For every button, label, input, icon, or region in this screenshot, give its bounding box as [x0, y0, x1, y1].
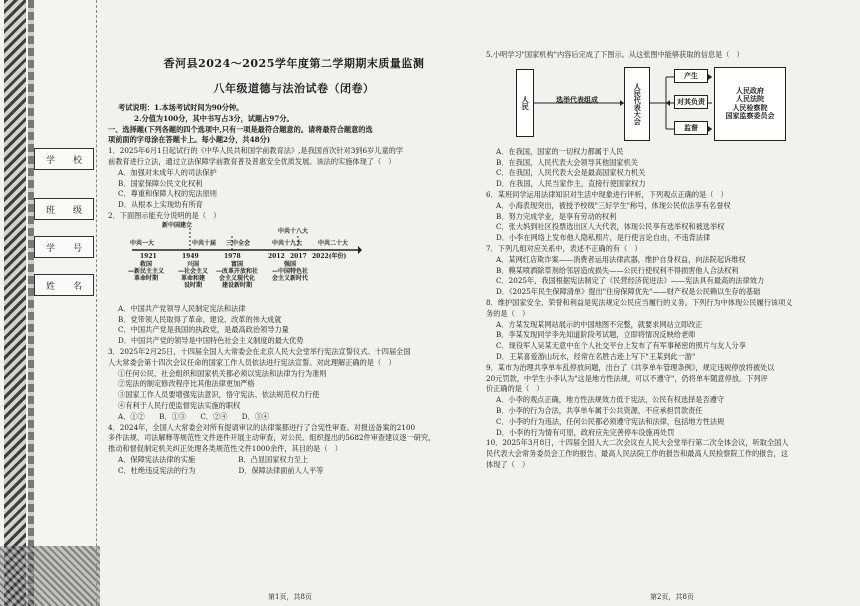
class-field: 班 级 [34, 198, 94, 220]
responsible-label: 对其负责 [674, 95, 708, 109]
page-1 [108, 0, 480, 606]
text-line: A．小李的观点正确，地方性法规效力低于宪法，公民有权选择是否遵守 [496, 395, 725, 405]
name-field: 姓 名 [34, 274, 94, 296]
text-line: ②宪法的制定修改程序比其他法律更加严格 [118, 379, 255, 389]
text-line: D．从根本上实现幼有所育 [118, 200, 203, 210]
text-line: C．张大妈到社区投票选出区人大代表，体现公民享有选举权和被选举权 [496, 222, 725, 232]
text-line: A．加强对未成年人的司法保护 [118, 167, 217, 177]
text-line: B．努力完成学业，是享有劳动的权利 [496, 211, 617, 221]
text-line: 人大常委会第十四次会议任命的国家工作人员依法进行宪法宣誓。对此理解正确的是（ ） [108, 357, 396, 367]
binding-perforation [28, 0, 34, 606]
text-line: 前教育进行立法，通过立法保障学前教育普及普惠安全优质发展。该法的实施体现了（ ） [108, 156, 396, 166]
timeline-event-label: 中共十届 [192, 239, 217, 247]
state-organs-diagram [516, 63, 836, 145]
text-line: A．某网红店欺诈案——消费者运用法律武器，维护自身权益，向法院起诉维权 [496, 254, 746, 264]
timeline-period: 富国 —改革开放和社 会主义现代化 建设新时期 [216, 260, 259, 290]
questions-block-2 [108, 304, 480, 477]
text-line: D．《2025年民生保障清单》提出"住房保障优先"——财产权是公民赖以生存的基础 [496, 287, 761, 297]
timeline-top-label: 新中国建立 [162, 221, 193, 229]
text-line: 项前面的字母涂在答题卡上。每小题2分，共48分) [108, 135, 271, 145]
timeline-year: 2017 [290, 252, 307, 260]
npc-box: 人民代表大会 [624, 67, 650, 141]
text-line: B．李某发现同学李先知道阶段考试题，立即将情况反映给老师 [496, 330, 696, 340]
text-line: 体现了（ ） [486, 459, 530, 469]
text-line: 考试说明：1.本场考试时间为90分钟。 [118, 103, 244, 112]
school-field: 学 校 [34, 148, 94, 170]
text-line: 9．某市为治理共享单车乱停放问题，出台了《共享单车管理条例》，规定违规停放将被处以 [486, 362, 775, 372]
exam-subtitle: 八年级道德与法治试卷（闭卷） [213, 81, 375, 95]
text-line: A．方某发现某网站展示的中国地图不完整，就要求网站立即改正 [496, 319, 703, 329]
text-line: C．2025年，我国根据宪法制定了《民营经济促进法》——宪法具有最高的法律效力 [496, 276, 765, 286]
text-line: C．现役军人吴某无意中在个人社交平台上发布了有军事秘密的照片与友人分享 [496, 341, 746, 351]
questions-block-4 [486, 147, 852, 471]
text-line: B．党带领人民取得了革命、建设、改革的伟大成就 [118, 314, 282, 324]
text-line: 3．2025年2月25日，十四届全国人大常委会在北京人民大会堂举行宪法宣誓仪式。十四届全国 [108, 346, 411, 356]
seal-line [96, 0, 97, 606]
text-line: D．小李的行为情有可原，政府应先完善停车设施再处罚 [496, 427, 675, 437]
timeline-year: 2012 [268, 252, 285, 260]
supervise-label: 监督 [674, 121, 708, 135]
text-line: C．尊重和保障人权的宪法原则 [118, 189, 217, 199]
text-line: A．保障宪法法律的实施 B．凸显国家权力至上 [118, 454, 309, 464]
timeline-event-label: 中共一大 [130, 239, 155, 247]
text-line: 20元罚款，中学生小李认为"这是地方性法规，可以不遵守"，仍将单车随意停放。下列评 [486, 373, 768, 383]
people-box: 人民 [516, 69, 534, 137]
timeline-period: 强国 —中国特色社 会主义新时代 [272, 260, 309, 283]
text-line: B．在我国，人民代表大会领导其他国家机关 [496, 157, 638, 167]
text-line: 1．2025年6月1日起试行的《中华人民共和国学前教育法》,是我国首次针对3到6岁儿童的学 [108, 146, 404, 156]
text-line: 6．某班同学运用法律知识对生活中现象进行评析，下列观点正确的是（ ） [486, 189, 728, 199]
text-line: C．小李的行为违法，任何公民都必须遵守宪法和法律，包括地方性法规 [496, 416, 725, 426]
timeline-year: 1921 [140, 252, 157, 260]
text-line: ①任何公民、社会组织和国家机关都必须以宪法和法律为行为准则 [118, 368, 327, 378]
page-2 [486, 0, 852, 606]
text-line: 一、选择题(下列各题的四个选项中,只有一项是最符合题意的。请将最符合题意的选 [108, 124, 373, 134]
election-label: 选举代表组成 [556, 94, 598, 104]
text-line: 2．下面图示能充分说明的是（ ） [108, 210, 221, 220]
text-line: 务的是（ ） [486, 308, 530, 318]
text-line: 10．2025年3月8日，十四届全国人大二次会议在人民大会堂举行第二次全体会议，听取全国人 [486, 438, 789, 448]
text-line: 2.分值为100分，其中书写占3分，试题占97分。 [134, 113, 294, 123]
exam-title: 香河县2024～2025学年度第二学期期末质量监测 [163, 57, 425, 70]
text-line: 价正确的是（ ） [486, 384, 544, 394]
text-line: B．国家保障公民文化权利 [118, 178, 203, 188]
timeline-year: 1949 [182, 252, 199, 260]
timeline-event-label: 中共二十大 [318, 239, 349, 247]
state-organs-box: 人民政府 人民法院 人民检察院 国家监察委员会 [714, 67, 786, 141]
timeline-event-label: 中共十九大 [272, 239, 303, 247]
text-line: C．中国共产党是我国的执政党，是最高政治领导力量 [118, 325, 289, 335]
text-line: 7．下列几组对应关系中，表述不正确的有（ ） [486, 243, 642, 253]
text-line: C．在我国，人民代表大会是最高国家权力机关 [496, 168, 646, 178]
text-line: C．杜绝违反宪法的行为 D．保障法律面前人人平等 [118, 465, 324, 475]
text-line: D．小李在网络上发布他人隐私照片，是行使言论自由，不违背法律 [496, 233, 711, 243]
timeline-period: 兴国 —社会主义 革命和建 设时期 [178, 260, 209, 290]
text-line: B．糗某喷洒除草剂给邻居造成损失——公民行使权利不得损害他人合法权利 [496, 265, 739, 275]
text-line: 5.小明学习"国家机构"内容后完成了下图示。从这张图中能够获取的信息是（ ） [486, 50, 744, 59]
text-line: D．中国共产党的领导是中国特色社会主义制度的最大优势 [118, 336, 304, 346]
text-line: A．在我国，国家的一切权力都属于人民 [496, 146, 624, 156]
page-number: 第2页，共8页 [650, 592, 694, 601]
text-line: 4．2024年，全国人大常委会对所有提请审议的法律案都进行了合宪性审查。对报送备案的2100 [108, 422, 416, 432]
questions-block-1 [108, 103, 480, 222]
page-number: 第1页，共8页 [268, 592, 312, 601]
text-line: ③国家工作人员要增强宪法意识，恪守宪法、依法规范权力行使 [118, 390, 320, 400]
text-line: D．在我国，人民当家作主，直接行使国家权力 [496, 179, 646, 189]
timeline-period: 救国 —新民主主义 革命时期 [128, 260, 165, 283]
timeline-year: 1978 [224, 252, 241, 260]
scan-shadow [0, 546, 100, 606]
text-line: A．①② B．①③ C．②④ D．③④ [118, 411, 270, 421]
binding-margin [0, 0, 100, 606]
text-line: 8．维护国家安全、荣誉和利益是宪法规定公民应当履行的义务。下列行为中体现公民履行该项义 [486, 297, 793, 307]
timeline-event-label: 三中全会 [226, 239, 251, 247]
text-line: A．中国共产党领导人民制定宪法和法律 [118, 303, 246, 313]
produce-label: 产生 [674, 69, 708, 83]
timeline-year: 2022(年份) [312, 252, 347, 260]
timeline-figure [122, 221, 362, 302]
text-line: B．小李的行为合法，共享单车属于公共资源，不应承担罚款责任 [496, 405, 703, 415]
text-line: 多件法规、司法解释等规范性文件逐件开展主动审查，对公民、组织提出的5682件审查建议逐一研究， [108, 433, 436, 443]
text-line: A．小海表现突出，被授予校级"三好学生"称号，体现公民依法享有名誉权 [496, 200, 731, 210]
text-line: 推动和督促制定机关纠正处理各类规范性文件1000余件，其目的是（ ） [108, 444, 342, 454]
binding-texture [4, 0, 26, 606]
timeline-event-label: 中共十八大 [278, 227, 309, 235]
text-line: ④有利于人民行使监督宪法实施的职权 [118, 400, 241, 410]
questions-block-3 [486, 50, 852, 61]
text-line: D．王某喜爱游山玩水，经常在名胜古迹上写下"王某到此一游" [496, 351, 696, 361]
text-line: 民代表大会常务委员会工作的报告、最高人民法院工作的报告和最高人民检察院工作的报告，这 [486, 449, 788, 459]
student-id-field: 学 号 [34, 236, 94, 258]
